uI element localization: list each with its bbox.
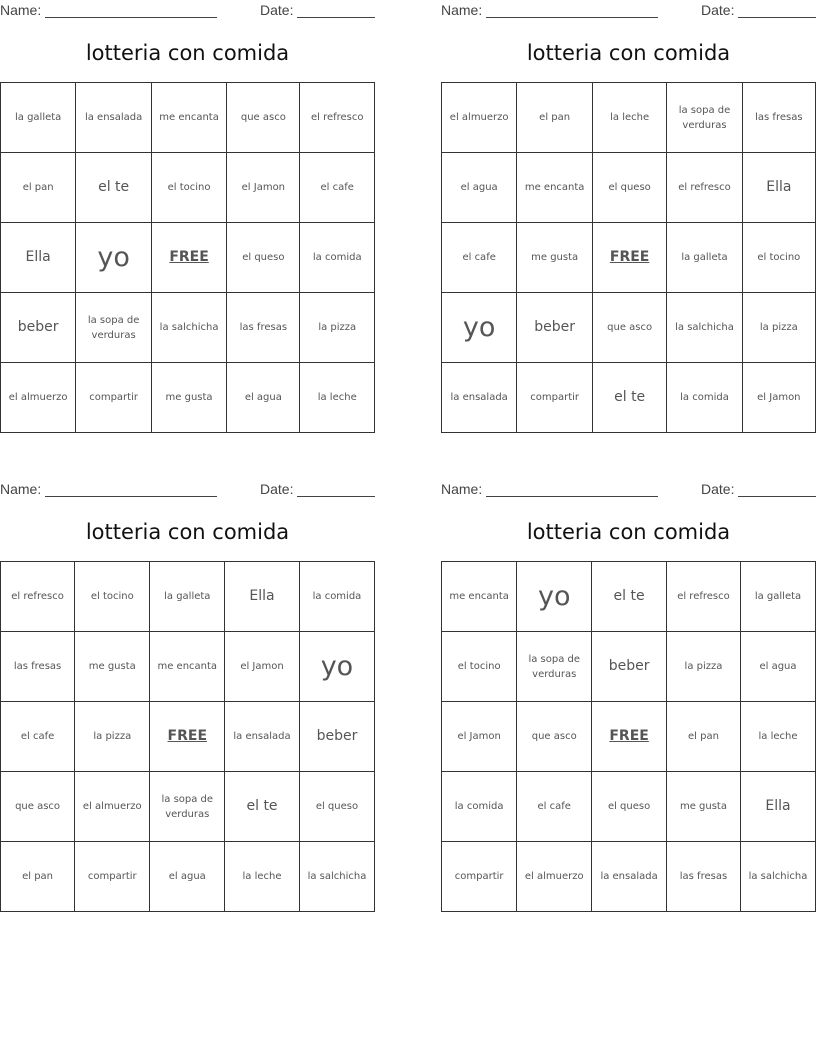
- bingo-cell: la sopa de verduras: [667, 83, 742, 153]
- bingo-cell: la pizza: [300, 293, 375, 363]
- bingo-cell: el cafe: [300, 153, 375, 223]
- grid-row: [1, 772, 375, 842]
- bingo-cell: la galleta: [667, 223, 742, 293]
- bingo-cell: el Jamon: [442, 702, 517, 772]
- bingo-cell: la sopa de verduras: [150, 772, 225, 842]
- bingo-cell: yo: [299, 632, 374, 702]
- grid-row: [442, 842, 816, 912]
- grid-row: [442, 153, 816, 223]
- bingo-cell: la ensalada: [76, 83, 152, 153]
- bingo-cell: compartir: [517, 363, 593, 433]
- bingo-cell: la leche: [592, 83, 666, 153]
- grid-row: [442, 562, 816, 632]
- free-space-cell: FREE: [151, 223, 226, 293]
- bingo-cell: el te: [76, 153, 152, 223]
- grid-row: [442, 772, 816, 842]
- bingo-cell: la salchicha: [667, 293, 742, 363]
- card-title: lotteria con comida: [526, 41, 731, 65]
- name-field: [441, 2, 658, 18]
- name-label: Name:: [0, 2, 42, 18]
- bingo-cell: el tocino: [75, 562, 150, 632]
- grid-row: [1, 293, 375, 363]
- bingo-cell: el pan: [517, 83, 593, 153]
- bingo-cell: el refresco: [666, 562, 740, 632]
- grid-row: [442, 223, 816, 293]
- bingo-cell: el queso: [592, 153, 666, 223]
- grid-row: [442, 363, 816, 433]
- bingo-cell: la comida: [442, 772, 517, 842]
- free-space-cell: FREE: [592, 702, 667, 772]
- name-blank: [486, 482, 658, 497]
- bingo-cell: la pizza: [666, 632, 740, 702]
- bingo-grid: [0, 561, 375, 912]
- grid-row: [442, 632, 816, 702]
- card-title: lotteria con comida: [526, 520, 731, 544]
- bingo-cell: la ensalada: [592, 842, 667, 912]
- bingo-cell: la pizza: [75, 702, 150, 772]
- bingo-cell: el pan: [1, 842, 75, 912]
- name-date-line: [441, 479, 816, 499]
- name-label: Name:: [441, 481, 483, 497]
- bingo-cell: beber: [1, 293, 76, 363]
- name-date-line: [0, 479, 376, 499]
- name-field: [441, 481, 658, 497]
- bingo-cell: la sopa de verduras: [76, 293, 152, 363]
- date-label: Date:: [260, 481, 294, 497]
- bingo-grid: [441, 561, 816, 912]
- bingo-cell: el te: [592, 363, 666, 433]
- grid-row: [442, 702, 816, 772]
- bingo-cell: el pan: [666, 702, 740, 772]
- bingo-cell: el agua: [442, 153, 517, 223]
- bingo-cell: la salchicha: [740, 842, 815, 912]
- bingo-cell: el cafe: [517, 772, 592, 842]
- grid-row: [1, 153, 375, 223]
- bingo-cell: compartir: [75, 842, 150, 912]
- date-blank: [738, 3, 816, 18]
- bingo-cell: el queso: [227, 223, 300, 293]
- date-field: [260, 2, 375, 18]
- bingo-cell: las fresas: [742, 83, 815, 153]
- grid-row: [1, 842, 375, 912]
- name-blank: [486, 3, 658, 18]
- bingo-cell: la sopa de verduras: [517, 632, 592, 702]
- bingo-cell: el queso: [299, 772, 374, 842]
- grid-row: [442, 293, 816, 363]
- bingo-cell: el Jamon: [742, 363, 815, 433]
- date-blank: [297, 3, 375, 18]
- bingo-cell: compartir: [442, 842, 517, 912]
- bingo-cell: Ella: [1, 223, 76, 293]
- name-date-line: [0, 0, 376, 20]
- card-title: lotteria con comida: [85, 41, 290, 65]
- bingo-cell: la leche: [300, 363, 375, 433]
- bingo-cell: beber: [592, 632, 667, 702]
- bingo-cell: me encanta: [150, 632, 225, 702]
- bingo-cell: el queso: [592, 772, 667, 842]
- bingo-cell: el cafe: [442, 223, 517, 293]
- bingo-cell: me gusta: [75, 632, 150, 702]
- bingo-cell: el almuerzo: [442, 83, 517, 153]
- bingo-cell: el Jamon: [225, 632, 300, 702]
- bingo-cell: Ella: [740, 772, 815, 842]
- bingo-cell: la salchicha: [299, 842, 374, 912]
- bingo-cell: la comida: [300, 223, 375, 293]
- date-label: Date:: [701, 2, 735, 18]
- bingo-cell: la leche: [740, 702, 815, 772]
- bingo-cell: el almuerzo: [517, 842, 592, 912]
- name-blank: [45, 482, 217, 497]
- bingo-cell: la leche: [225, 842, 300, 912]
- bingo-cell: el refresco: [300, 83, 375, 153]
- bingo-cell: las fresas: [666, 842, 740, 912]
- name-field: [0, 2, 217, 18]
- bingo-cell: compartir: [76, 363, 152, 433]
- bingo-cell: me encanta: [517, 153, 593, 223]
- bingo-cell: me gusta: [666, 772, 740, 842]
- bingo-grid: [0, 82, 375, 433]
- date-field: [701, 481, 816, 497]
- bingo-cell: el refresco: [667, 153, 742, 223]
- bingo-cell: yo: [442, 293, 517, 363]
- bingo-cell: el agua: [227, 363, 300, 433]
- bingo-cell: el refresco: [1, 562, 75, 632]
- bingo-cell: el almuerzo: [75, 772, 150, 842]
- bingo-cell: el agua: [740, 632, 815, 702]
- card-title: lotteria con comida: [85, 520, 290, 544]
- bingo-cell: Ella: [225, 562, 300, 632]
- bingo-cell: yo: [517, 562, 592, 632]
- bingo-cell: el almuerzo: [1, 363, 76, 433]
- bingo-cell: el tocino: [742, 223, 815, 293]
- bingo-cell: las fresas: [1, 632, 75, 702]
- date-label: Date:: [260, 2, 294, 18]
- name-label: Name:: [0, 481, 42, 497]
- bingo-cell: el cafe: [1, 702, 75, 772]
- bingo-cell: que asco: [517, 702, 592, 772]
- free-space-cell: FREE: [592, 223, 666, 293]
- bingo-cell: la ensalada: [442, 363, 517, 433]
- bingo-cell: las fresas: [227, 293, 300, 363]
- bingo-cell: el te: [592, 562, 667, 632]
- grid-row: [1, 562, 375, 632]
- bingo-cell: el pan: [1, 153, 76, 223]
- date-field: [260, 481, 375, 497]
- bingo-cell: me encanta: [151, 83, 226, 153]
- date-field: [701, 2, 816, 18]
- bingo-cell: beber: [517, 293, 593, 363]
- grid-row: [1, 702, 375, 772]
- date-blank: [297, 482, 375, 497]
- bingo-cell: el te: [225, 772, 300, 842]
- name-date-line: [441, 0, 816, 20]
- free-space-cell: FREE: [150, 702, 225, 772]
- bingo-cell: el tocino: [442, 632, 517, 702]
- bingo-cell: beber: [299, 702, 374, 772]
- name-field: [0, 481, 217, 497]
- bingo-cell: me gusta: [151, 363, 226, 433]
- grid-row: [1, 83, 375, 153]
- name-blank: [45, 3, 217, 18]
- bingo-grid: [441, 82, 816, 433]
- bingo-cell: la salchicha: [151, 293, 226, 363]
- bingo-cell: el tocino: [151, 153, 226, 223]
- bingo-cell: el agua: [150, 842, 225, 912]
- bingo-cell: que asco: [227, 83, 300, 153]
- bingo-cell: la comida: [667, 363, 742, 433]
- grid-row: [1, 632, 375, 702]
- bingo-cell: que asco: [1, 772, 75, 842]
- name-label: Name:: [441, 2, 483, 18]
- bingo-cell: el Jamon: [227, 153, 300, 223]
- bingo-cell: que asco: [592, 293, 666, 363]
- date-label: Date:: [701, 481, 735, 497]
- bingo-cell: yo: [76, 223, 152, 293]
- grid-row: [1, 223, 375, 293]
- bingo-cell: la galleta: [1, 83, 76, 153]
- grid-row: [1, 363, 375, 433]
- bingo-cell: me gusta: [517, 223, 593, 293]
- bingo-cell: la galleta: [150, 562, 225, 632]
- bingo-cell: Ella: [742, 153, 815, 223]
- bingo-cell: la comida: [299, 562, 374, 632]
- bingo-cell: la galleta: [740, 562, 815, 632]
- bingo-cell: me encanta: [442, 562, 517, 632]
- date-blank: [738, 482, 816, 497]
- bingo-cell: la ensalada: [225, 702, 300, 772]
- bingo-cell: la pizza: [742, 293, 815, 363]
- grid-row: [442, 83, 816, 153]
